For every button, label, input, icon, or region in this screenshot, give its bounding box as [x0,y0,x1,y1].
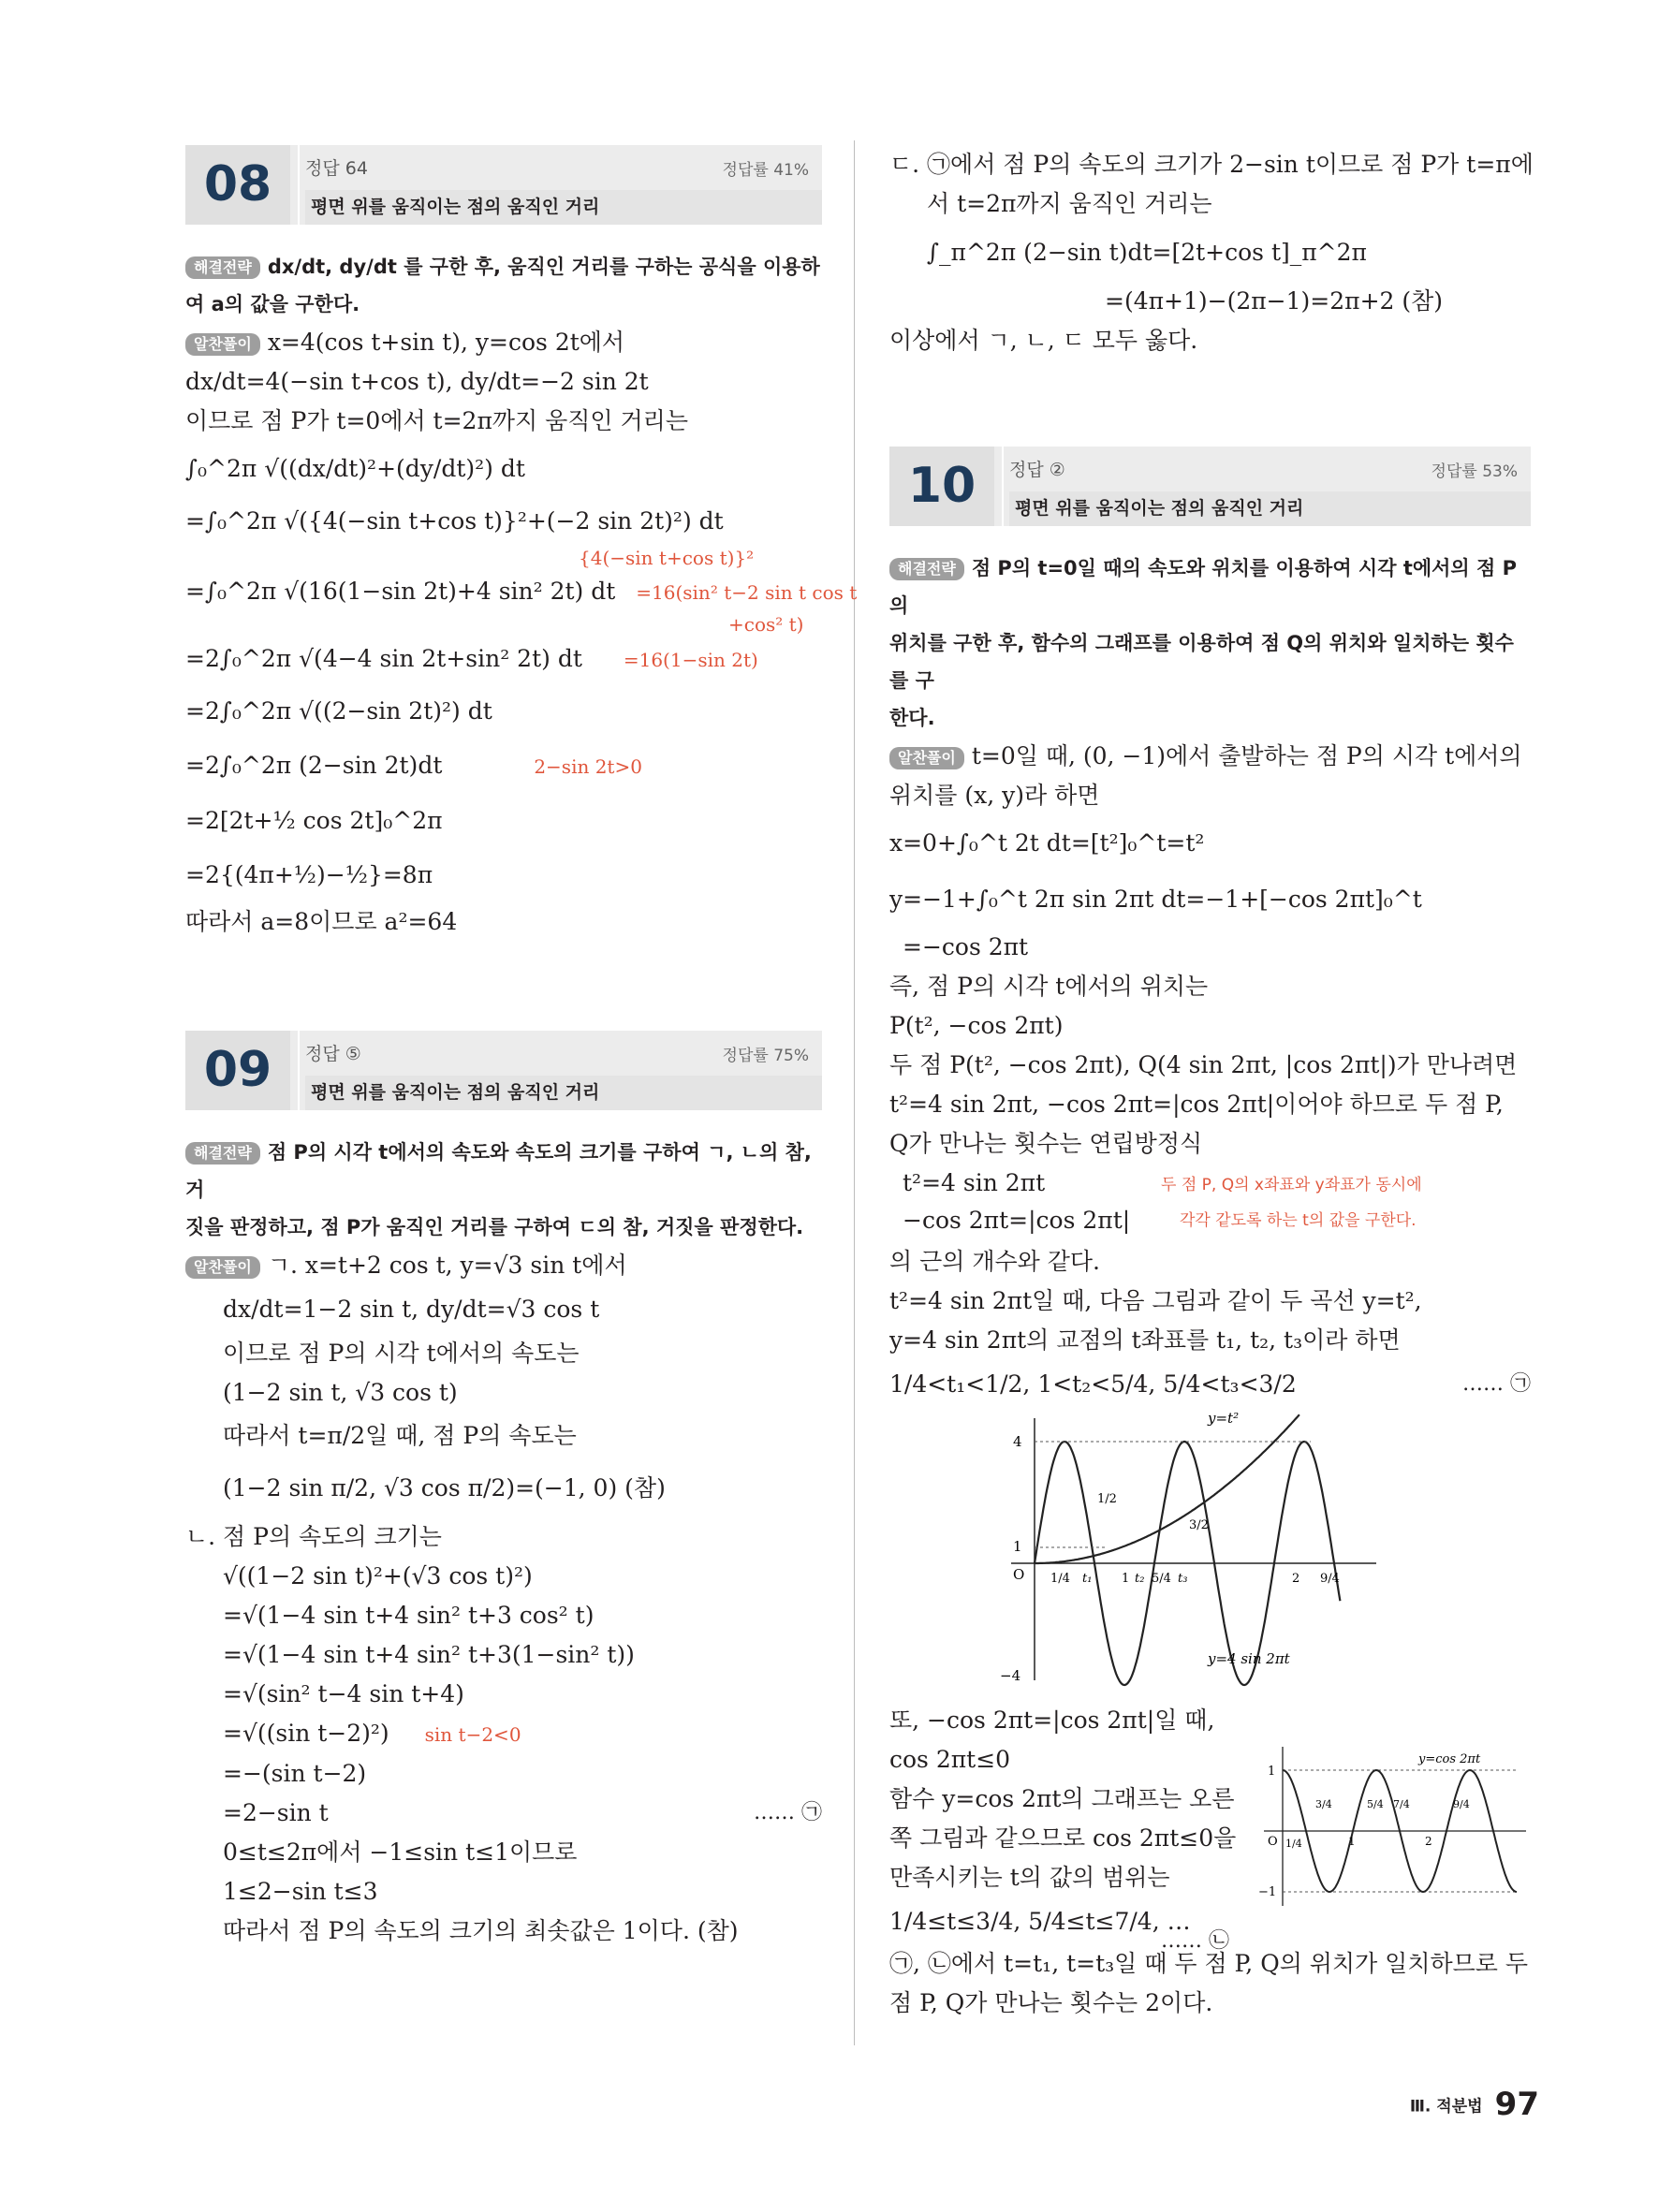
tick-label: 1 [1268,1765,1276,1779]
strategy: 해결전략 점 P의 t=0일 때의 속도와 위치를 이용하여 시각 t에서의 점 P의 [889,557,1518,617]
problem-title: 평면 위를 움직이는 점의 움직인 거리 [305,1076,822,1110]
cos-section: cos 2πt≤0 함수 y=cos 2πt의 그래프는 오른 쪽 그림과 같으므로 cos 2πt≤0을 만족시키는 t의 값의 범위는 1/4≤t≤3/4, 5/4≤t≤7/4, … …… ㉡ 1 O −1 y=cos 2πt 1/4 3/4 1 5/4 7/4 2 9/4 [889,1740,1531,1927]
intersection-graph [992,1409,1386,1690]
solution-line: 0≤t≤2π에서 −1≤sin t≤1이므로 [223,1838,578,1866]
left-column [185,145,858,1951]
solution-line: y=4 sin 2πt의 교점의 t좌표를 t₁, t₂, t₃이라 하면 [889,1326,1401,1354]
side-note: sin t−2<0 [424,1723,521,1746]
problem-title: 평면 위를 움직이는 점의 움직인 거리 [305,190,822,225]
solution-line: ㄷ. ㉠에서 점 P의 속도의 크기가 2−sin t이므로 점 P가 t=π에 [889,151,1534,178]
tick-label: −1 [1258,1885,1277,1899]
tick-label: 1/4 [1050,1572,1070,1586]
solution-line: 1≤2−sin t≤3 [223,1878,378,1905]
solution-tag: 알찬풀이 [185,333,260,356]
solution-line: 서 t=2π까지 움직인 거리는 [927,190,1212,217]
correct-rate: 정답률 41% [722,161,809,180]
solution-line: 따라서 a=8이므로 a²=64 [185,908,458,935]
solution-line: 즉, 점 P의 시각 t에서의 위치는 [889,973,1209,1000]
curve-label: y=4 sin 2πt [1208,1650,1290,1667]
solution-line: =−(sin t−2) [223,1760,367,1787]
solution-line: dx/dt=1−2 sin t, dy/dt=√3 cos t [223,1296,600,1323]
problem-header-08 [185,145,822,225]
solution-line: 따라서 점 P의 속도의 크기의 최솟값은 1이다. (참) [223,1917,739,1944]
side-note: {4(−sin t+cos t)}² [579,547,755,569]
page-footer [1410,2086,1539,2123]
column-divider [854,140,855,2045]
answer-label: 정답 ② [1009,460,1065,480]
solution-line: =−cos 2πt [903,933,1029,960]
solution-line: P(t², −cos 2πt) [889,1012,1064,1039]
solution-line: ∫₀^2π √((dx/dt)²+(dy/dt)²) dt [185,455,525,482]
solution-line: 이므로 점 P가 t=0에서 t=2π까지 움직인 거리는 [185,407,688,434]
strategy: 해결전략 점 P의 시각 t에서의 속도와 속도의 크기를 구하여 ㄱ, ㄴ의 참, 거 [185,1141,812,1201]
problem-number: 10 [889,447,994,526]
solution-line: =2[2t+½ cos 2t]₀^2π [185,807,443,834]
tick-label: O [1013,1566,1025,1583]
tick-label: 1 [1013,1538,1022,1555]
solution-line: 이상에서 ㄱ, ㄴ, ㄷ 모두 옳다. [889,327,1198,354]
problem-header-10 [889,447,1531,526]
solution-line: =2∫₀^2π (2−sin 2t)dt 2−sin 2t>0 [185,752,642,779]
solution-line: Q가 만나는 횟수는 연립방정식 [889,1130,1203,1157]
tick-label: 5/4 [1367,1798,1384,1810]
tick-label: 7/4 [1393,1798,1410,1810]
strategy-tag: 해결전략 [185,256,260,279]
solution-line: y=−1+∫₀^t 2π sin 2πt dt=−1+[−cos 2πt]₀^t [889,886,1422,913]
solution-line: 의 근의 개수와 같다. [889,1248,1100,1275]
solution-line: 알찬풀이 t=0일 때, (0, −1)에서 출발하는 점 P의 시각 t에서의 [889,737,1531,776]
solution-line: =√((sin t−2)²) sin t−2<0 [223,1720,521,1747]
strategy-tag: 해결전략 [889,558,964,580]
solution-line: 이므로 점 P의 시각 t에서의 속도는 [223,1340,580,1367]
solution-line: =2{(4π+½)−½}=8π [185,861,433,888]
tick-label: 1/2 [1097,1492,1117,1506]
solution-line: x=0+∫₀^t 2t dt=[t²]₀^t=t² [889,829,1205,857]
solution-line: dx/dt=4(−sin t+cos t), dy/dt=−2 sin 2t [185,368,649,395]
tick-label: 1 [1122,1572,1130,1586]
strategy-tag: 해결전략 [185,1142,260,1165]
solution-line: ㄴ. 점 P의 속도의 크기는 [185,1523,442,1550]
solution-line: =2∫₀^2π √((2−sin 2t)²) dt [185,697,492,725]
page-number: 97 [1494,2086,1539,2123]
problem-number: 08 [185,145,290,225]
system-of-equations: t²=4 sin 2πt −cos 2πt=|cos 2πt| 두 점 P, Q의 x좌표와 y좌표가 동시에 각각 같도록 하는 t의 값을 구한다. [903,1169,1422,1234]
tick-label: 1/4 [1285,1838,1302,1850]
strategy: 한다. [889,707,935,729]
tick-label: t₁ [1082,1572,1093,1586]
strategy: 해결전략 dx/dt, dy/dt 를 구한 후, 움직인 거리를 구하는 공식을 이용하여 a의 값을 구한다. [185,256,820,315]
right-column [889,145,1534,2023]
tick-label: 3/4 [1315,1798,1332,1810]
problem-title: 평면 위를 움직이는 점의 움직인 거리 [1009,491,1531,526]
solution-line: =(4π+1)−(2π−1)=2π+2 (참) [1105,287,1444,315]
solution-line: =∫₀^2π √(16(1−sin 2t)+4 sin² 2t) dt =16(sin² t−2 sin t cos t [185,578,858,605]
tick-label: t₂ [1135,1572,1145,1586]
solution-line: =√(sin² t−4 sin t+4) [223,1680,464,1707]
solution-line: √((1−2 sin t)²+(√3 cos t)²) [223,1562,533,1589]
solution-line: 따라서 t=π/2일 때, 점 P의 속도는 [223,1422,577,1449]
tick-label: −4 [1000,1667,1021,1684]
side-note: +cos² t) [728,613,804,636]
tick-label: 1 [1348,1835,1356,1848]
equation-mark: …… ㉡ [1161,1929,1229,1953]
problem-header-09 [185,1031,822,1110]
tick-label: 2 [1425,1835,1432,1848]
solution-line: ㉠, ㉡에서 t=t₁, t=t₃일 때 두 점 P, Q의 위치가 일치하므로 두 [889,1950,1529,1977]
equation-mark: …… ㉠ [1462,1372,1531,1396]
curve-label: y=t² [1208,1410,1240,1427]
correct-rate: 정답률 53% [1431,462,1518,481]
solution-line: 점 P, Q가 만나는 횟수는 2이다. [889,1989,1213,2016]
solution-line: t²=4 sin 2πt일 때, 다음 그림과 같이 두 곡선 y=t², [889,1287,1422,1314]
tick-label: O [1268,1835,1278,1849]
solution-tag: 알찬풀이 [889,747,964,769]
solution-line: (1−2 sin π/2, √3 cos π/2)=(−1, 0) (참) [223,1474,666,1502]
tick-label: 9/4 [1453,1798,1470,1810]
solution-line: 두 점 P(t², −cos 2πt), Q(4 sin 2πt, |cos 2πt|)가 만나려면 [889,1051,1518,1078]
solution-line: 알찬풀이 x=4(cos t+sin t), y=cos 2t에서 [185,323,822,362]
solution-line: 1/4<t₁<1/2, 1<t₂<5/4, 5/4<t₃<3/2 …… ㉠ [889,1360,1531,1409]
side-note: 두 점 P, Q의 x좌표와 y좌표가 동시에 [1161,1176,1422,1194]
solution-line: 또, −cos 2πt=|cos 2πt|일 때, [889,1707,1215,1734]
solution-line: 위치를 (x, y)라 하면 [889,782,1100,809]
strategy: 짓을 판정하고, 점 P가 움직인 거리를 구하여 ㄷ의 참, 거짓을 판정한다. [185,1216,804,1238]
tick-label: 2 [1292,1572,1300,1586]
strategy: 위치를 구한 후, 함수의 그래프를 이용하여 점 Q의 위치와 일치하는 횟수를 구 [889,632,1514,692]
tick-label: t₃ [1178,1572,1188,1586]
problem-number: 09 [185,1031,290,1110]
solution-line: t²=4 sin 2πt, −cos 2πt=|cos 2πt|이어야 하므로 두 점 P, [889,1091,1504,1118]
side-note: 각각 같도록 하는 t의 값을 구한다. [1180,1211,1417,1230]
solution-line: 알찬풀이 ㄱ. x=t+2 cos t, y=√3 sin t에서 [185,1246,822,1285]
solution-line: =2∫₀^2π √(4−4 sin 2t+sin² 2t) dt =16(1−sin 2t) [185,645,758,672]
curve-label: y=cos 2πt [1418,1752,1481,1766]
solution-line: =∫₀^2π √({4(−sin t+cos t)}²+(−2 sin 2t)²) dt [185,507,724,535]
solution-line: =2−sin t …… ㉠ [185,1794,822,1833]
solution-tag: 알찬풀이 [185,1256,260,1279]
answer-label: 정답 ⑤ [305,1044,361,1064]
tick-label: 9/4 [1320,1572,1340,1586]
cosine-graph [1255,1742,1535,1911]
tick-label: 3/2 [1189,1518,1209,1532]
answer-label: 정답 64 [305,158,368,179]
solution-line: =√(1−4 sin t+4 sin² t+3 cos² t) [223,1602,595,1629]
solution-line: (1−2 sin t, √3 cos t) [223,1379,458,1406]
tick-label: 4 [1013,1433,1022,1450]
tick-label: 5/4 [1152,1572,1171,1586]
solution-line: ∫_π^2π (2−sin t)dt=[2t+cos t]_π^2π [927,239,1367,266]
correct-rate: 정답률 75% [722,1047,809,1065]
section-label: Ⅲ. 적분법 [1409,2097,1483,2117]
equation-mark: …… ㉠ [754,1801,822,1824]
solution-line: =√(1−4 sin t+4 sin² t+3(1−sin² t)) [223,1641,635,1668]
